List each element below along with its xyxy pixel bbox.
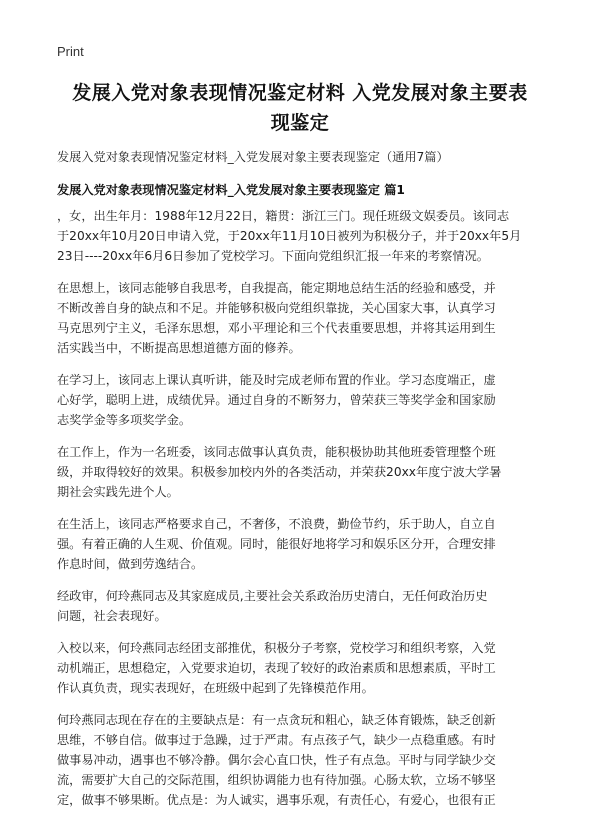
- paragraph-line: 不断改善自身的缺点和不足。并能够积极向党组织靠拢，关心国家大事，认真学习: [57, 301, 496, 315]
- paragraph-line: 活实践当中，不断提高思想道德方面的修养。: [57, 341, 301, 355]
- paragraph-line: 在工作上，作为一名班委，该同志做事认真负责，能积极协助其他班委管理整个班: [57, 445, 496, 459]
- document-title-line-1: 发展入党对象表现情况鉴定材料 入党发展对象主要表: [72, 82, 528, 104]
- paragraph-line: 23日----20xx年6月6日参加了党校学习。下面向党组织汇报一年来的考察情况。: [57, 249, 489, 263]
- paragraph-line: 经政审，何玲燕同志及其家庭成员,主要社会关系政治历史清白，无任何政治历史: [57, 589, 488, 603]
- paragraph-line: 强。有着正确的人生观、价值观。同时，能很好地将学习和娱乐区分开，合理安排: [57, 537, 496, 551]
- paragraph-line: 于20xx年10月20日申请入党，于20xx年11月10日被列为积极分子，并于20xx年5月: [57, 229, 522, 243]
- paragraph-line: 在学习上，该同志上课认真听讲，能及时完成老师布置的作业。学习态度端正，虚: [57, 373, 496, 387]
- paragraph-line: 问题，社会表现好。: [57, 609, 167, 623]
- paragraph-line: 作认真负责，现实表现好，在班级中起到了先锋模范作用。: [57, 681, 374, 695]
- paragraph-line: 级，并取得较好的效果。积极参加校内外的各类活动，并荣获20xx年度宁波大学暑: [57, 465, 502, 479]
- body-paragraph: [57, 514, 547, 574]
- body-paragraph: [57, 638, 547, 698]
- body-paragraph: [57, 278, 547, 358]
- paragraph-line: 动机端正，思想稳定，入党要求迫切，表现了较好的政治素质和思想素质，平时工: [57, 661, 496, 675]
- paragraph-line: ，女，出生年月：1988年12月22日，籍贯：浙江三门。现任班级文娱委员。该同志: [57, 209, 510, 223]
- body-paragraph: [57, 370, 547, 430]
- print-link[interactable]: Print: [57, 44, 84, 59]
- paragraph-line: 流，需要扩大自己的交际范围，组织协调能力也有待加强。心肠太软，立场不够坚: [57, 773, 496, 787]
- document-title: [50, 78, 550, 138]
- document-title-line-2: 现鉴定: [270, 112, 330, 134]
- paragraph-line: 做事易冲动，遇事也不够冷静。偶尔会心直口快，性子有点急。平时与同学缺少交: [57, 753, 496, 767]
- body-paragraph: [57, 710, 547, 810]
- section-heading: 发展入党对象表现情况鉴定材料_入党发展对象主要表现鉴定 篇1: [57, 183, 405, 197]
- body-paragraph: [57, 442, 547, 502]
- paragraph-line: 志奖学金等多项奖学金。: [57, 413, 192, 427]
- paragraph-line: 定，做事不够果断。优点是：为人诚实，遇事乐观，有责任心，有爱心，也很有正: [57, 793, 496, 807]
- paragraph-line: 在生活上，该同志严格要求自己，不奢侈，不浪费，勤俭节约，乐于助人，自立自: [57, 517, 496, 531]
- document-body: [57, 206, 547, 822]
- body-paragraph: [57, 586, 547, 626]
- paragraph-line: 作息时间，做到劳逸结合。: [57, 557, 204, 571]
- body-paragraph: [57, 206, 547, 266]
- paragraph-line: 心好学，聪明上进，成绩优异。通过自身的不断努力，曾荣获三等奖学金和国家励: [57, 393, 496, 407]
- paragraph-line: 马克思列宁主义，毛泽东思想，邓小平理论和三个代表重要思想，并将其运用到生: [57, 321, 496, 335]
- paragraph-line: 思维，不够自信。做事过于急躁，过于严肃。有点孩子气，缺少一点稳重感。有时: [57, 733, 496, 747]
- paragraph-line: 何玲燕同志现在存在的主要缺点是：有一点贪玩和粗心，缺乏体育锻炼，缺乏创新: [57, 713, 496, 727]
- paragraph-line: 入校以来，何玲燕同志经团支部推优，积极分子考察，党校学习和组织考察，入党: [57, 641, 496, 655]
- paragraph-line: 在思想上，该同志能够自我思考，自我提高，能定期地总结生活的经验和感受，并: [57, 281, 496, 295]
- document-subtitle: 发展入党对象表现情况鉴定材料_入党发展对象主要表现鉴定（通用7篇）: [57, 150, 449, 164]
- paragraph-line: 期社会实践先进个人。: [57, 485, 179, 499]
